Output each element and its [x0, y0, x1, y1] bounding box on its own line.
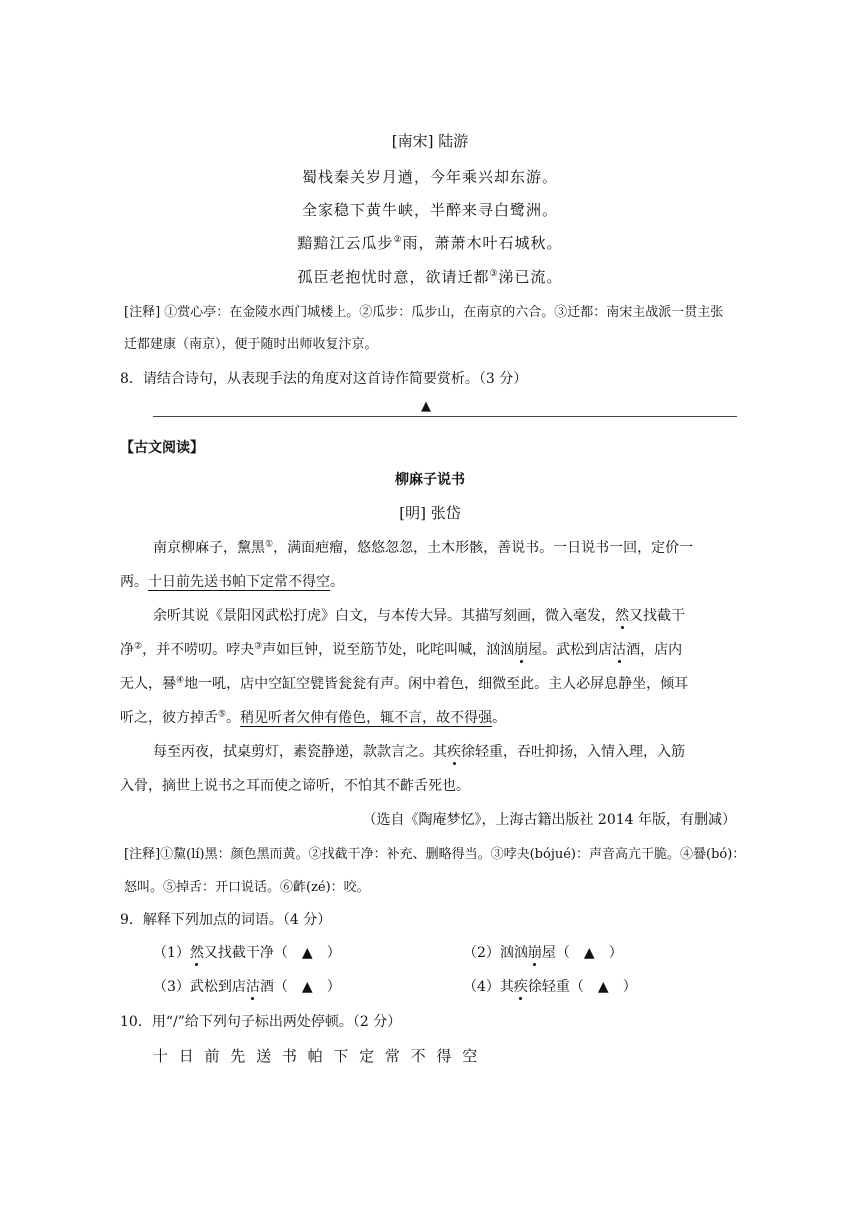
- source-citation: （选自《陶庵梦忆》，上海古籍出版社 2014 年版，有删减）: [362, 812, 736, 828]
- answer-mark-q8: ▲: [421, 399, 431, 414]
- text-note-line-2: 怒叫。⑤掉舌：开口说话。⑥齚(zé)：咬。: [124, 880, 370, 895]
- text-title: 柳麻子说书: [395, 472, 465, 488]
- poem-line-2: 全家稳下黄牛峡，半醉来寻白鹭洲。: [301, 201, 558, 219]
- answer-mark: ▲: [301, 979, 313, 995]
- poem-note-line-1: [注释] ①赏心亭：在金陵水西门城楼上。②瓜步：瓜步山，在南京的六合。③迁都：南宋主战派一贯主张: [124, 305, 724, 320]
- poem-line-3: 黯黯江云瓜步②雨，萧萧木叶石城秋。: [297, 234, 563, 252]
- q9-item-4: （4）其疾徐轻重（ ▲ ）: [463, 979, 637, 995]
- dotted-char-ran: 然: [615, 608, 629, 624]
- poem-line-4: 孤臣老抱忧时意，欲请迁都③涕已流。: [297, 268, 563, 286]
- dotted-char-ji: 疾: [447, 744, 461, 760]
- paragraph-3-line-1: 每至丙夜，拭桌剪灯，素瓷静递，款款言之。其疾徐轻重，吞吐抑扬，入情入理，入筋: [153, 744, 685, 760]
- text-author: [明] 张岱: [399, 504, 461, 522]
- answer-mark: ▲: [301, 945, 313, 961]
- paragraph-1-line-2: 两。十日前先送书帕下定常不得空。: [120, 574, 344, 590]
- paragraph-2-line-3: 无人，謈④地一吼，店中空缸空甓皆瓮瓮有声。闲中着色，细微至此。主人必屏息静坐，倾耳: [120, 675, 689, 692]
- q9-item-3: （3）武松到店沽酒（ ▲ ）: [153, 979, 341, 995]
- paragraph-1-line-1: 南京柳麻子，黧黑①，满面疤瘤，悠悠忽忽，土木形骸，善说书。一日说书一回，定价一: [153, 539, 694, 556]
- question-10: 10．用“/”给下列句子标出两处停顿。（2 分）: [120, 1014, 402, 1030]
- underlined-sentence-1: 十日前先送书帕下定常不得空: [148, 574, 330, 590]
- paragraph-2-line-4: 听之，彼方掉舌⑤。稍见听者欠伸有倦色，辄不言，故不得强。: [120, 709, 507, 726]
- answer-mark: ▲: [597, 979, 609, 995]
- q9-item-2: （2）汹汹崩屋（ ▲ ）: [463, 945, 623, 961]
- poem-line-1: 蜀栈秦关岁月遒，今年乘兴却东游。: [301, 168, 558, 186]
- answer-mark: ▲: [583, 945, 595, 961]
- q9-item-1: （1）然又找截干净（ ▲ ）: [153, 945, 341, 961]
- dotted-char-gu: 沽: [612, 642, 627, 658]
- section-heading: 【古文阅读】: [120, 440, 204, 456]
- paragraph-2-line-2: 净②，并不唠叨。哱夬③声如巨钟，说至筋节处，叱咤叫喊，汹汹崩屋。武松到店沽酒，店内: [120, 641, 683, 658]
- text-note-line-1: [注释]①黧(lí)黑：颜色黑而黄。②找截干净：补充、删略得当。③哱夬(bójué)：声音高亢干脆。④謈(bó)：: [124, 847, 746, 862]
- dotted-char-beng: 崩: [514, 642, 529, 658]
- paragraph-3-line-2: 入骨，摘世上说书之耳而使之谛听，不怕其不齚舌死也。: [120, 778, 470, 794]
- underlined-sentence-2: 稍见听者欠伸有倦色，辄不言，故不得强: [240, 710, 493, 726]
- question-8: 8．请结合诗句，从表现手法的角度对这首诗作简要赏析。（3 分）: [120, 371, 528, 387]
- poem-author: [南宋] 陆游: [391, 132, 469, 150]
- paragraph-2-line-1: 余听其说《景阳冈武松打虎》白文，与本传大异。其描写刻画，微入毫发，然又找截干: [153, 608, 685, 624]
- question-9: 9．解释下列加点的词语。（4 分）: [120, 912, 332, 928]
- q10-sentence: 十 日 前 先 送 书 帕 下 定 常 不 得 空: [153, 1047, 480, 1065]
- answer-line: [153, 416, 737, 417]
- poem-note-line-2: 迁都建康（南京），便于随时出师收复汴京。: [124, 337, 378, 352]
